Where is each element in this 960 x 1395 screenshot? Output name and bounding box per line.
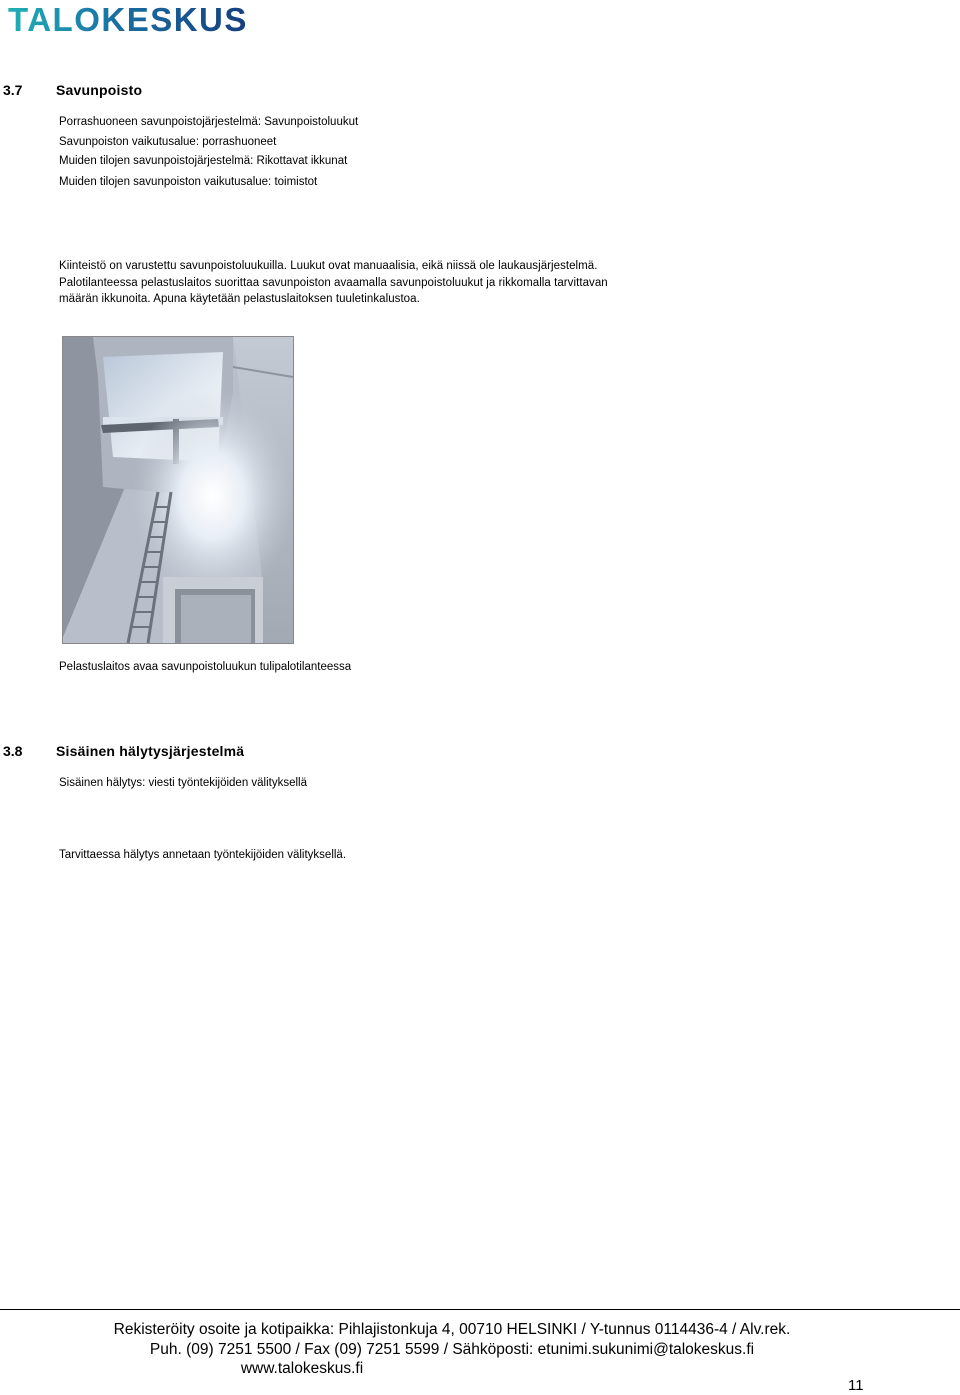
footer-contact: Puh. (09) 7251 5500 / Fax (09) 7251 5599 / Sähköposti: etunimi.sukunimi@talokeskus.fi — [149, 1341, 755, 1358]
description-paragraph: Kiinteistö on varustettu savunpoistoluukuilla. Luukut ovat manuaalisia, eikä niissä ole laukausjärjestelmä. Palotilanteessa pelastuslaitos suorittaa savunpoiston avaamalla savunpoistoluukut ja rikkomalla tarvittavan määrän ikkunoita. Apuna käytetään pelastuslaitoksen tuuletinkalustoa. — [59, 260, 608, 305]
info-line: Muiden tilojen savunpoistojärjestelmä: Rikottavat ikkunat — [59, 155, 348, 167]
info-line: Savunpoiston vaikutusalue: porrashuoneet — [59, 136, 277, 148]
footer-website: www.talokeskus.fi — [240, 1360, 364, 1377]
section-number: 3.7 — [3, 82, 23, 98]
footer-address: Rekisteröity osoite ja kotipaikka: Pihlajistonkuja 4, 00710 HELSINKI / Y-tunnus 0114436-4 / Alv.rek. — [113, 1321, 791, 1338]
section-title: Sisäinen hälytysjärjestelmä — [56, 743, 245, 759]
page-number: 11 — [848, 1377, 864, 1394]
section-title: Savunpoisto — [56, 82, 143, 98]
footer-divider — [0, 1309, 960, 1310]
section-number: 3.8 — [3, 743, 23, 759]
svg-text:TALOKESKUS: TALOKESKUS — [8, 1, 248, 38]
info-line: Porrashuoneen savunpoistojärjestelmä: Savunpoistoluukut — [59, 116, 359, 128]
info-line: Muiden tilojen savunpoiston vaikutusalue: toimistot — [59, 176, 318, 188]
info-line: Sisäinen hälytys: viesti työntekijöiden välityksellä — [59, 777, 308, 789]
smoke-hatch-photo — [62, 336, 294, 644]
photo-caption: Pelastuslaitos avaa savunpoistoluukun tulipalotilanteessa — [59, 661, 352, 673]
description-paragraph: Tarvittaessa hälytys annetaan työntekijöiden välityksellä. — [59, 849, 347, 861]
talokeskus-logo — [4, 0, 334, 40]
